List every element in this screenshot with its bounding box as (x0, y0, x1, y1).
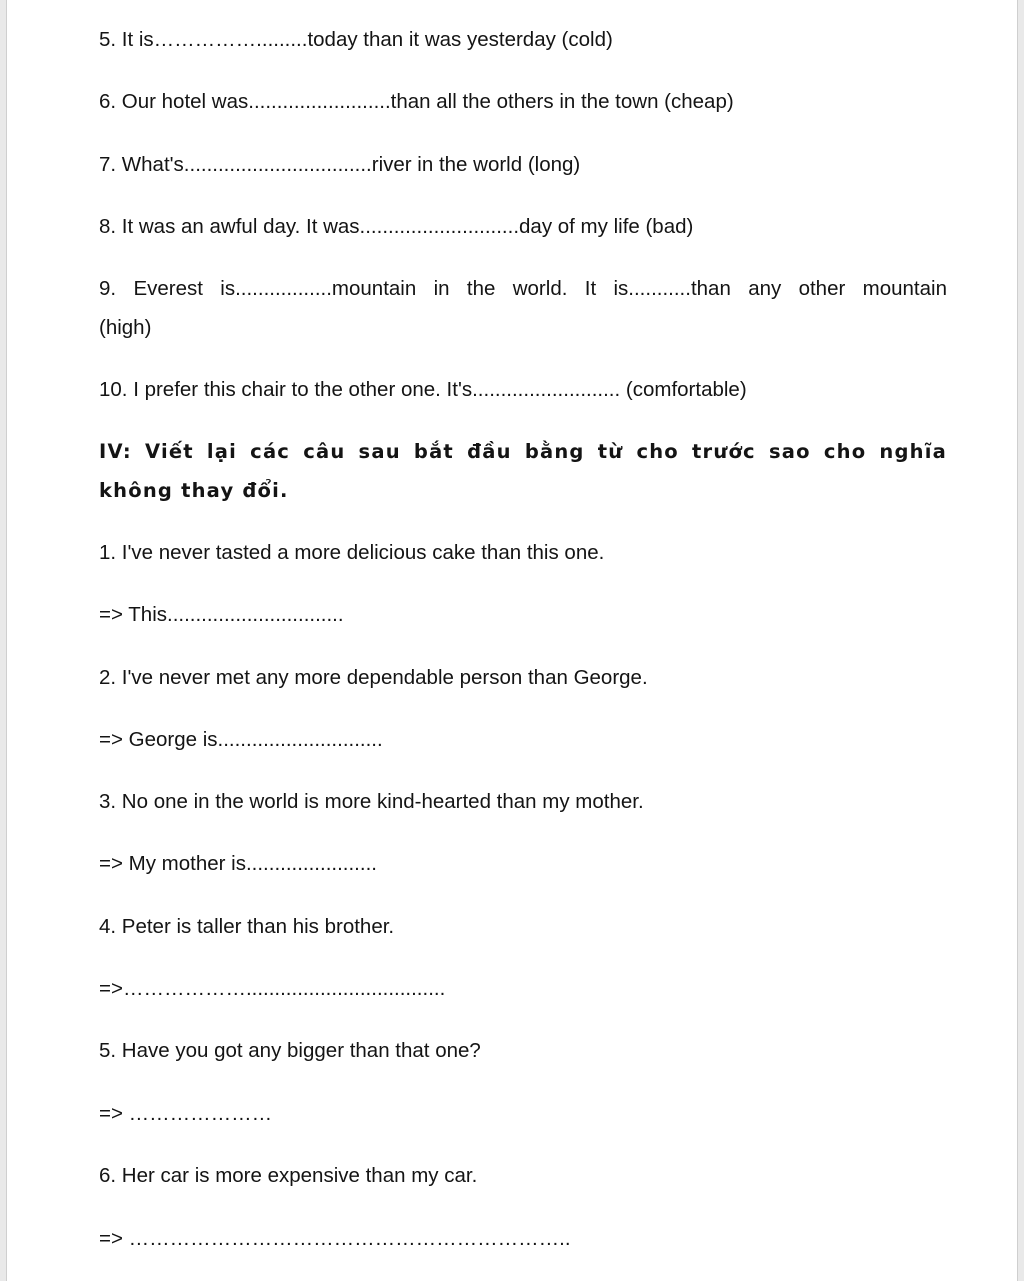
ex4-item-5-answer: => ………………… (99, 1102, 273, 1125)
ex4-item-1-sentence: 1. I've never tasted a more delicious cake than this one. (99, 541, 605, 564)
ex3-item-5: 5. It is…………….........today than it was yesterday (cold) (99, 28, 613, 51)
ex4-item-1-answer: => This............................... (99, 603, 344, 626)
ex4-item-5-sentence: 5. Have you got any bigger than that one? (99, 1039, 481, 1062)
ex4-item-4-sentence: 4. Peter is taller than his brother. (99, 915, 395, 938)
section-heading-line1: IV: Viết lại các câu sau bắt đầu bằng từ cho trước sao cho nghĩa (99, 440, 947, 463)
ex3-item-8: 8. It was an awful day. It was............................day of my life (bad) (99, 215, 694, 238)
ex4-item-6-sentence: 6. Her car is more expensive than my car. (99, 1164, 478, 1187)
ex4-item-3-answer: => My mother is....................... (99, 852, 377, 875)
ex3-item-9-continued: (high) (99, 316, 152, 339)
ex3-item-9: 9. Everest is.................mountain in the world. It is...........than any other mountain (99, 277, 947, 300)
ex4-item-2-sentence: 2. I've never met any more dependable person than George. (99, 666, 648, 689)
worksheet-page (6, 0, 1018, 1281)
ex4-item-3-sentence: 3. No one in the world is more kind-hearted than my mother. (99, 790, 644, 813)
ex3-item-10: 10. I prefer this chair to the other one. It's.......................... (comfortable) (99, 378, 747, 401)
ex3-item-7: 7. What's.................................river in the world (long) (99, 153, 581, 176)
ex4-item-6-answer: => ……………………………………………………….. (99, 1227, 571, 1250)
section-heading-line2: không thay đổi. (99, 479, 289, 502)
ex4-item-2-answer: => George is............................. (99, 728, 383, 751)
ex4-item-4-answer: =>………………................................... (99, 977, 446, 1000)
ex3-item-6: 6. Our hotel was.........................than all the others in the town (cheap) (99, 90, 734, 113)
